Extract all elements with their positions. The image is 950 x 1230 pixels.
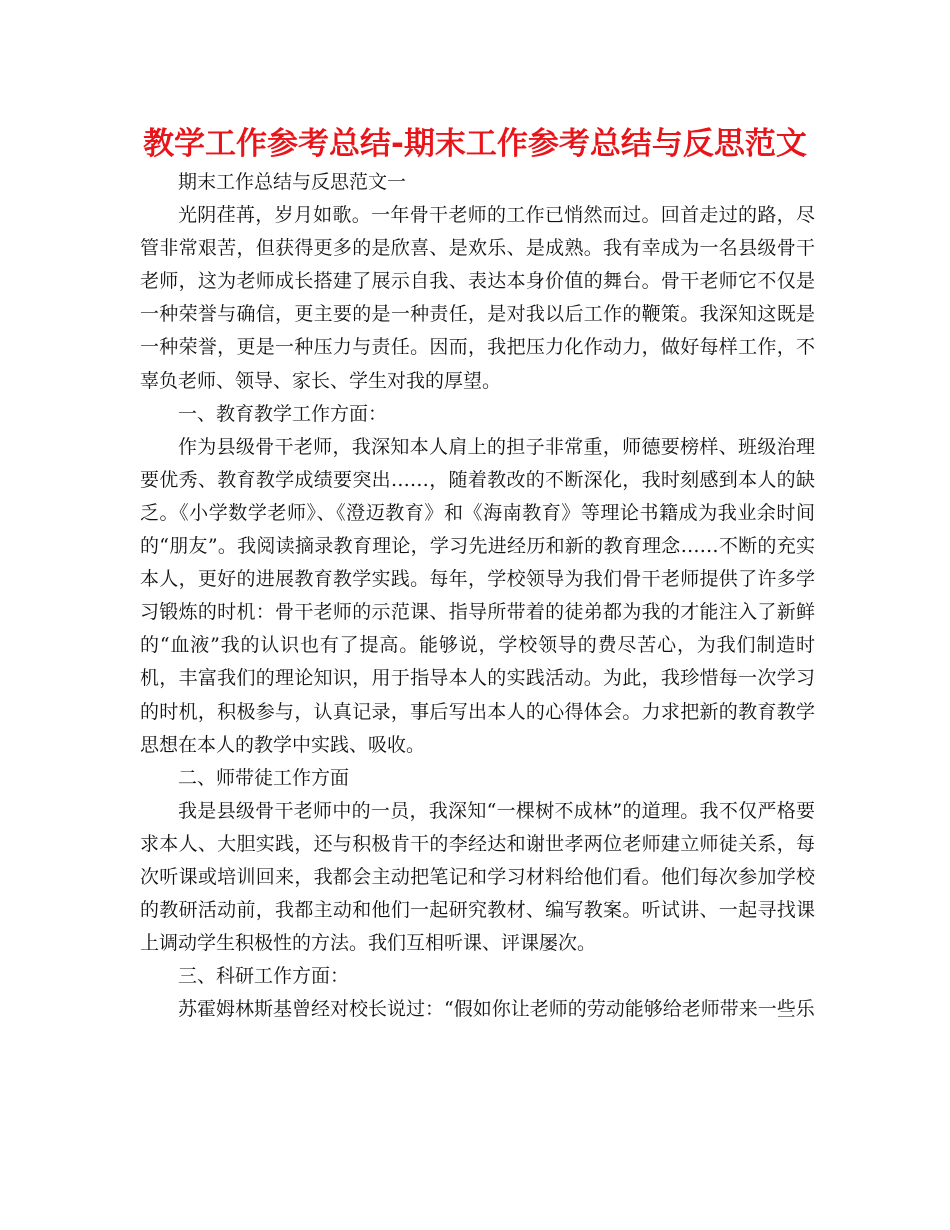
paragraph-research: 苏霍姆林斯基曾经对校长说过：“假如你让老师的劳动能够给老师带来一些乐 [178,998,815,1021]
document-body [140,166,815,1026]
paragraph-intro: 光阴荏苒，岁月如歌。一年骨干老师的工作已悄然而过。回首走过的路，尽管非常艰苦，但获得更多的是欣喜、是欢乐、是成熟。我有幸成为一名县级骨干老师，这为老师成长搭建了展示自我、表达本身价值的舞台。骨干老师它不仅是一种荣誉与确信，更主要的是一种责任，是对我以后工作的鞭策。我深知这既是一种荣誉，更是一种压力与责任。因而，我把压力化作动力，做好每样工作，不辜负老师、领导、家长、学生对我的厚望。 [140,204,815,392]
document-subtitle: 期末工作总结与反思范文一 [178,171,407,193]
paragraph-mentoring: 我是县级骨干老师中的一员，我深知“一棵树不成林”的道理。我不仅严格要求本人、大胆实践，还与积极肯干的李经达和谢世孝两位老师建立师徒关系，每次听课或培训回来，我都会主动把笔记和学习材料给他们看。他们每次参加学校的教研活动前，我都主动和他们一起研究教材、编写教案。听试讲、一起寻找课上调动学生积极性的方法。我们互相听课、评课屡次。 [140,799,815,955]
section-heading-teaching: 一、教育教学工作方面： [178,402,388,425]
section-heading-mentoring: 二、师带徒工作方面 [178,766,350,789]
section-heading-research: 三、科研工作方面： [178,965,350,988]
document-title: 教学工作参考总结-期末工作参考总结与反思范文 [143,126,807,162]
paragraph-teaching: 作为县级骨干老师，我深知本人肩上的担子非常重，师德要榜样、班级治理要优秀、教育教学成绩要突出……，随着教改的不断深化，我时刻感到本人的缺乏。《小学数学老师》、《澄迈教育》和《海南教育》等理论书籍成为我业余时间的“朋友”。我阅读摘录教育理论，学习先进经历和新的教育理念……不断的充实本人，更好的进展教育教学实践。每年，学校领导为我们骨干老师提供了许多学习锻炼的时机：骨干老师的示范课、指导所带着的徒弟都为我的才能注入了新鲜的“血液”我的认识也有了提高。能够说，学校领导的费尽苦心，为我们制造时机，丰富我们的理论知识，用于指导本人的实践活动。为此，我珍惜每一次学习的时机，积极参与，认真记录，事后写出本人的心得体会。力求把新的教育教学思想在本人的教学中实践、吸收。 [140,435,815,756]
